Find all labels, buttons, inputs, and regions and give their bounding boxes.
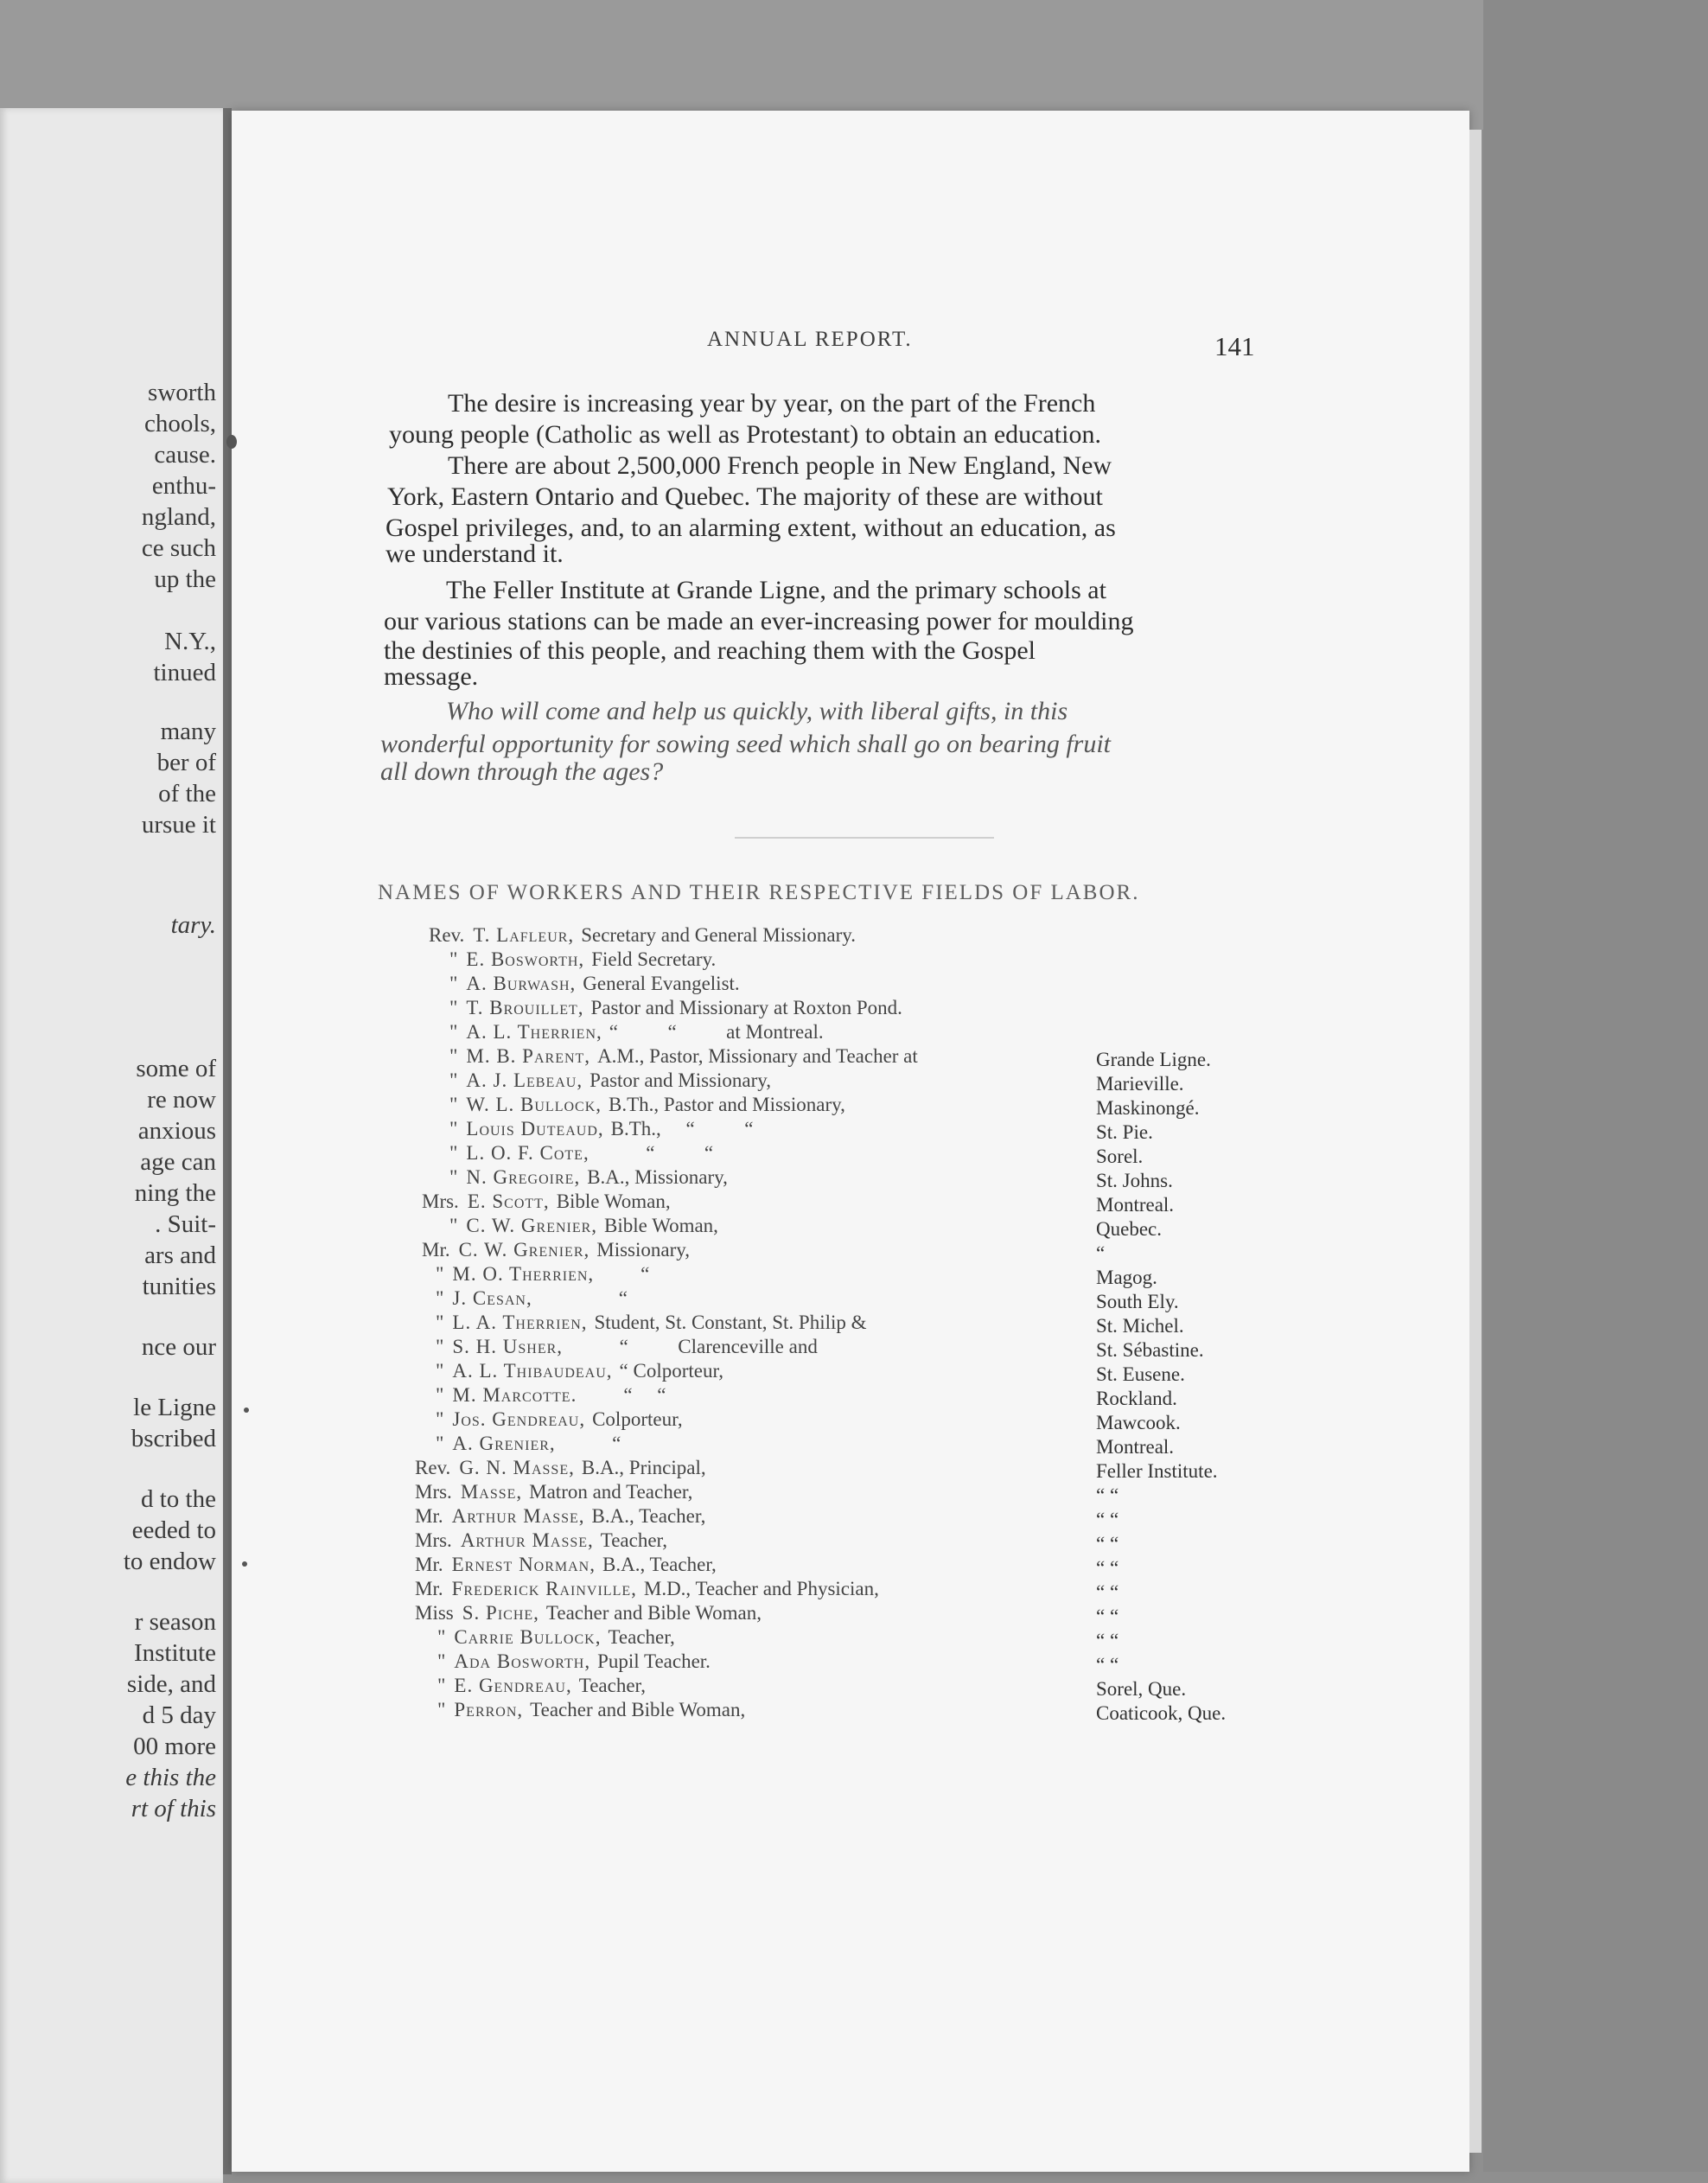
body-text-line: the destinies of this people, and reaching them with the Gospel — [384, 636, 1036, 665]
worker-name: Masse, — [460, 1481, 523, 1503]
worker-name: Jos. Gendreau, — [452, 1408, 586, 1430]
worker-prefix: " — [449, 1069, 458, 1091]
running-head: ANNUAL REPORT. — [707, 328, 913, 351]
worker-field: “ “ — [1096, 1654, 1119, 1676]
binding-hole-mark — [226, 435, 237, 449]
left-page-line: re now — [147, 1086, 216, 1114]
worker-name: Louis Duteaud, — [466, 1118, 604, 1139]
body-text-line: young people (Catholic as well as Protestant) to obtain an education. — [389, 420, 1101, 449]
left-page-line: Institute — [133, 1639, 216, 1667]
worker-field: St. Johns. — [1096, 1170, 1173, 1191]
worker-entry — [415, 1603, 762, 1623]
worker-role: A.M., Pastor, Missionary and Teacher at — [597, 1045, 918, 1067]
worker-field: Montreal. — [1096, 1436, 1175, 1458]
worker-entry — [436, 1361, 723, 1381]
worker-role: B.A., Teacher, — [591, 1505, 706, 1527]
body-text-line: The Feller Institute at Grande Ligne, and the primary schools at — [446, 576, 1106, 604]
worker-name: N. Gregoire, — [466, 1166, 581, 1188]
worker-role: Teacher, — [578, 1675, 647, 1696]
worker-role: B.Th., Pastor and Missionary, — [609, 1094, 845, 1115]
worker-entry — [449, 1167, 728, 1187]
worker-field: Magog. — [1096, 1267, 1157, 1288]
worker-prefix: " — [436, 1287, 444, 1309]
left-page-line: up the — [154, 565, 216, 593]
worker-name: L. A. Therrien, — [452, 1312, 588, 1333]
appeal-text-line: Who will come and help us quickly, with liberal gifts, in this — [446, 697, 1068, 725]
left-page-line: age can — [140, 1148, 216, 1176]
worker-name: Ernest Norman, — [451, 1554, 596, 1575]
worker-name: M. O. Therrien, — [452, 1263, 595, 1285]
worker-name: E. Gendreau, — [454, 1675, 572, 1696]
worker-field: “ “ — [1096, 1509, 1119, 1530]
left-page-line: ars and — [144, 1242, 216, 1269]
worker-prefix: " — [436, 1312, 444, 1333]
worker-name: G. N. Masse, — [459, 1457, 575, 1478]
worker-prefix: " — [449, 1045, 458, 1067]
worker-role: B.A., Missionary, — [587, 1166, 728, 1188]
worker-name: T. Lafleur, — [473, 924, 575, 946]
worker-field: Sorel, Que. — [1096, 1678, 1187, 1700]
left-page — [0, 108, 223, 2183]
left-page-line: of the — [158, 780, 216, 807]
worker-field: Rockland. — [1096, 1388, 1177, 1409]
worker-name: A. L. Therrien, — [466, 1021, 602, 1043]
worker-entry — [449, 1046, 918, 1066]
worker-field: Maskinongé. — [1096, 1097, 1200, 1119]
worker-entry — [415, 1458, 706, 1478]
worker-role: Teacher and Bible Woman, — [530, 1699, 746, 1720]
worker-name: J. Cesan, — [452, 1287, 532, 1309]
worker-entry — [429, 925, 856, 945]
worker-role: Colporteur, — [592, 1408, 683, 1430]
left-page-line: ber of — [156, 749, 216, 776]
left-page-line: ning the — [134, 1179, 216, 1207]
worker-role: Matron and Teacher, — [529, 1481, 693, 1503]
worker-entry — [436, 1288, 628, 1308]
worker-field: Grande Ligne. — [1096, 1049, 1211, 1070]
binding-hole-mark — [244, 1407, 249, 1413]
left-page-line: many — [160, 718, 216, 745]
worker-name: A. L. Thibaudeau, — [452, 1360, 613, 1382]
worker-entry — [436, 1312, 867, 1332]
worker-role: Teacher, — [608, 1626, 675, 1648]
worker-field: Sorel. — [1096, 1146, 1144, 1167]
worker-entry — [449, 1143, 713, 1163]
worker-prefix: " — [436, 1360, 444, 1382]
worker-role: Secretary and General Missionary. — [581, 924, 857, 946]
worker-prefix: " — [449, 973, 458, 994]
binding-hole-mark — [242, 1561, 247, 1567]
worker-name: Ada Bosworth, — [454, 1650, 591, 1672]
worker-field: Coaticook, Que. — [1096, 1702, 1227, 1724]
worker-field: St. Sébastine. — [1096, 1339, 1204, 1361]
body-text-line: our various stations can be made an ever-increasing power for moulding — [384, 607, 1134, 635]
left-page-line: tunities — [142, 1273, 216, 1300]
worker-entry — [449, 1119, 753, 1139]
worker-prefix: " — [449, 1094, 458, 1115]
worker-role: Bible Woman, — [556, 1190, 671, 1212]
worker-prefix: Mr. — [415, 1505, 443, 1527]
worker-prefix: " — [437, 1675, 446, 1696]
worker-entry — [437, 1627, 675, 1647]
worker-role: Pupil Teacher. — [597, 1650, 711, 1672]
worker-prefix: " — [436, 1384, 444, 1406]
worker-entry — [437, 1676, 646, 1695]
worker-role: Field Secretary. — [591, 948, 717, 970]
scan-background-right — [1483, 0, 1708, 2172]
worker-prefix: " — [437, 1626, 446, 1648]
worker-role: “ — [539, 1287, 628, 1309]
worker-field: Marieville. — [1096, 1073, 1184, 1095]
worker-role: M.D., Teacher and Physician, — [643, 1578, 879, 1599]
worker-entry — [436, 1433, 621, 1453]
worker-prefix: Mr. — [415, 1554, 443, 1575]
worker-name: Perron, — [454, 1699, 524, 1720]
worker-entry — [436, 1385, 666, 1405]
worker-prefix: Miss — [415, 1602, 454, 1624]
worker-entry — [422, 1191, 671, 1211]
left-page-line: chools, — [144, 410, 216, 437]
worker-entry — [449, 1216, 718, 1235]
left-page-line: . Suit- — [155, 1210, 216, 1238]
worker-role: “ — [601, 1263, 650, 1285]
worker-prefix: " — [449, 1142, 458, 1164]
worker-name: W. L. Bullock, — [466, 1094, 602, 1115]
worker-field: Mawcook. — [1096, 1412, 1181, 1433]
worker-role: “ Clarenceville and — [570, 1336, 818, 1357]
worker-prefix: Mr. — [415, 1578, 443, 1599]
worker-prefix: " — [436, 1408, 444, 1430]
left-page-line: eeded to — [131, 1516, 216, 1544]
worker-name: A. Grenier, — [452, 1433, 556, 1454]
worker-prefix: Rev. — [429, 924, 465, 946]
worker-prefix: " — [437, 1699, 446, 1720]
worker-name: Carrie Bullock, — [454, 1626, 602, 1648]
worker-entry — [437, 1700, 745, 1720]
worker-field: South Ely. — [1096, 1291, 1179, 1312]
body-text-line: we understand it. — [386, 539, 564, 568]
worker-role: “ — [562, 1433, 621, 1454]
worker-entry — [415, 1530, 667, 1550]
worker-role: B.Th., “ “ — [610, 1118, 754, 1139]
worker-prefix: " — [437, 1650, 446, 1672]
worker-prefix: " — [449, 997, 458, 1018]
worker-name: A. Burwash, — [466, 973, 577, 994]
worker-name: Arthur Masse, — [460, 1529, 594, 1551]
worker-prefix: " — [449, 1166, 458, 1188]
page-gutter — [223, 108, 232, 2174]
worker-name: M. Marcotte. — [452, 1384, 577, 1406]
appeal-text-line: all down through the ages? — [380, 757, 664, 786]
worker-entry — [436, 1337, 818, 1356]
left-page-line: side, and — [126, 1670, 216, 1698]
left-page-line: ce such — [141, 534, 216, 562]
worker-entry — [415, 1554, 717, 1574]
worker-name: E. Bosworth, — [466, 948, 585, 970]
worker-field: St. Michel. — [1096, 1315, 1184, 1337]
worker-entry — [415, 1482, 692, 1502]
worker-role: Teacher and Bible Woman, — [545, 1602, 762, 1624]
left-page-line: to endow — [123, 1548, 216, 1575]
left-page-line: le Ligne — [133, 1394, 216, 1421]
worker-prefix: " — [449, 1118, 458, 1139]
worker-field: “ “ — [1096, 1484, 1119, 1506]
worker-name: T. Brouillet, — [466, 997, 584, 1018]
page-number: 141 — [1214, 331, 1255, 361]
worker-prefix: " — [449, 948, 458, 970]
worker-role: Pastor and Missionary, — [590, 1069, 772, 1091]
worker-prefix: " — [449, 1215, 458, 1236]
worker-name: Frederick Rainville, — [451, 1578, 637, 1599]
worker-field: St. Pie. — [1096, 1121, 1153, 1143]
left-page-line: d to the — [141, 1485, 216, 1513]
worker-name: S. Piche, — [462, 1602, 539, 1624]
worker-entry — [449, 998, 902, 1018]
worker-role: General Evangelist. — [583, 973, 740, 994]
left-page-line: ngland, — [141, 503, 216, 531]
worker-entry — [415, 1506, 705, 1526]
left-page-line: some of — [136, 1055, 216, 1082]
worker-prefix: Rev. — [415, 1457, 451, 1478]
left-page-line: sworth — [148, 379, 216, 406]
left-page-line: 00 more — [133, 1733, 216, 1760]
body-text-line: York, Eastern Ontario and Quebec. The majority of these are without — [387, 482, 1103, 511]
worker-prefix: Mrs. — [422, 1190, 459, 1212]
worker-entry — [436, 1409, 683, 1429]
left-page-line: enthu- — [151, 472, 216, 500]
worker-name: M. B. Parent, — [466, 1045, 591, 1067]
worker-name: L. O. F. Cote, — [466, 1142, 590, 1164]
appeal-text-line: wonderful opportunity for sowing seed which shall go on bearing fruit — [380, 730, 1112, 758]
worker-entry — [415, 1579, 879, 1599]
left-page-line: e this the — [125, 1764, 216, 1791]
worker-entry — [449, 973, 740, 993]
left-page-line: r season — [134, 1608, 216, 1636]
left-page-line: N.Y., — [164, 628, 216, 655]
worker-role: Bible Woman, — [604, 1215, 718, 1236]
worker-prefix: " — [436, 1263, 444, 1285]
worker-name: A. J. Lebeau, — [466, 1069, 583, 1091]
left-page-line: tinued — [153, 659, 216, 686]
worker-name: C. W. Grenier, — [466, 1215, 598, 1236]
worker-field: Quebec. — [1096, 1218, 1162, 1240]
worker-field: “ “ — [1096, 1581, 1119, 1603]
left-page-line: bscribed — [131, 1425, 216, 1452]
worker-entry — [437, 1651, 711, 1671]
worker-name: Arthur Masse, — [451, 1505, 585, 1527]
left-page-line: ursue it — [141, 811, 216, 839]
worker-role: “ “ at Montreal. — [609, 1021, 824, 1043]
worker-role: Missionary, — [596, 1239, 691, 1261]
worker-prefix: " — [449, 1021, 458, 1043]
left-page-line: d 5 day — [142, 1701, 216, 1729]
worker-entry — [449, 949, 716, 969]
worker-role: B.A., Teacher, — [602, 1554, 717, 1575]
worker-prefix: Mr. — [422, 1239, 450, 1261]
left-page-line: rt of this — [131, 1795, 216, 1822]
body-text-line: The desire is increasing year by year, on the part of the French — [448, 389, 1096, 418]
left-page-line: tary. — [170, 911, 216, 939]
worker-role: “ Colporteur, — [619, 1360, 723, 1382]
worker-role: Pastor and Missionary at Roxton Pond. — [590, 997, 902, 1018]
worker-prefix: " — [436, 1433, 444, 1454]
worker-field: “ “ — [1096, 1533, 1119, 1554]
worker-field: “ “ — [1096, 1557, 1119, 1579]
body-text-line: message. — [384, 662, 479, 691]
worker-role: Teacher, — [600, 1529, 668, 1551]
worker-entry — [422, 1240, 690, 1260]
worker-entry — [449, 1022, 824, 1042]
worker-name: C. W. Grenier, — [458, 1239, 590, 1261]
worker-name: S. H. Usher, — [452, 1336, 564, 1357]
left-page-line: nce our — [141, 1333, 216, 1361]
workers-heading: NAMES OF WORKERS AND THEIR RESPECTIVE FIELDS OF LABOR. — [378, 881, 1140, 904]
worker-entry — [449, 1070, 771, 1090]
worker-field: “ — [1096, 1242, 1106, 1264]
body-text-line: Gospel privileges, and, to an alarming extent, without an education, as — [386, 514, 1116, 542]
worker-field: “ “ — [1096, 1630, 1119, 1651]
worker-role: “ “ — [583, 1384, 666, 1406]
worker-name: E. Scott, — [467, 1190, 550, 1212]
body-text-line: There are about 2,500,000 French people in New England, New — [448, 451, 1112, 480]
worker-field: “ “ — [1096, 1605, 1119, 1627]
worker-entry — [449, 1095, 845, 1114]
section-divider — [735, 837, 994, 839]
worker-prefix: Mrs. — [415, 1481, 452, 1503]
worker-prefix: " — [436, 1336, 444, 1357]
worker-field: Feller Institute. — [1096, 1460, 1218, 1482]
left-page-line: cause. — [154, 441, 216, 469]
worker-role: B.A., Principal, — [581, 1457, 706, 1478]
page-edge — [1469, 130, 1482, 2153]
worker-field: St. Eusene. — [1096, 1363, 1185, 1385]
worker-role: Student, St. Constant, St. Philip & — [594, 1312, 867, 1333]
worker-role: “ “ — [596, 1142, 714, 1164]
worker-entry — [436, 1264, 649, 1284]
left-page-line: anxious — [137, 1117, 216, 1145]
worker-field: Montreal. — [1096, 1194, 1175, 1216]
worker-prefix: Mrs. — [415, 1529, 452, 1551]
